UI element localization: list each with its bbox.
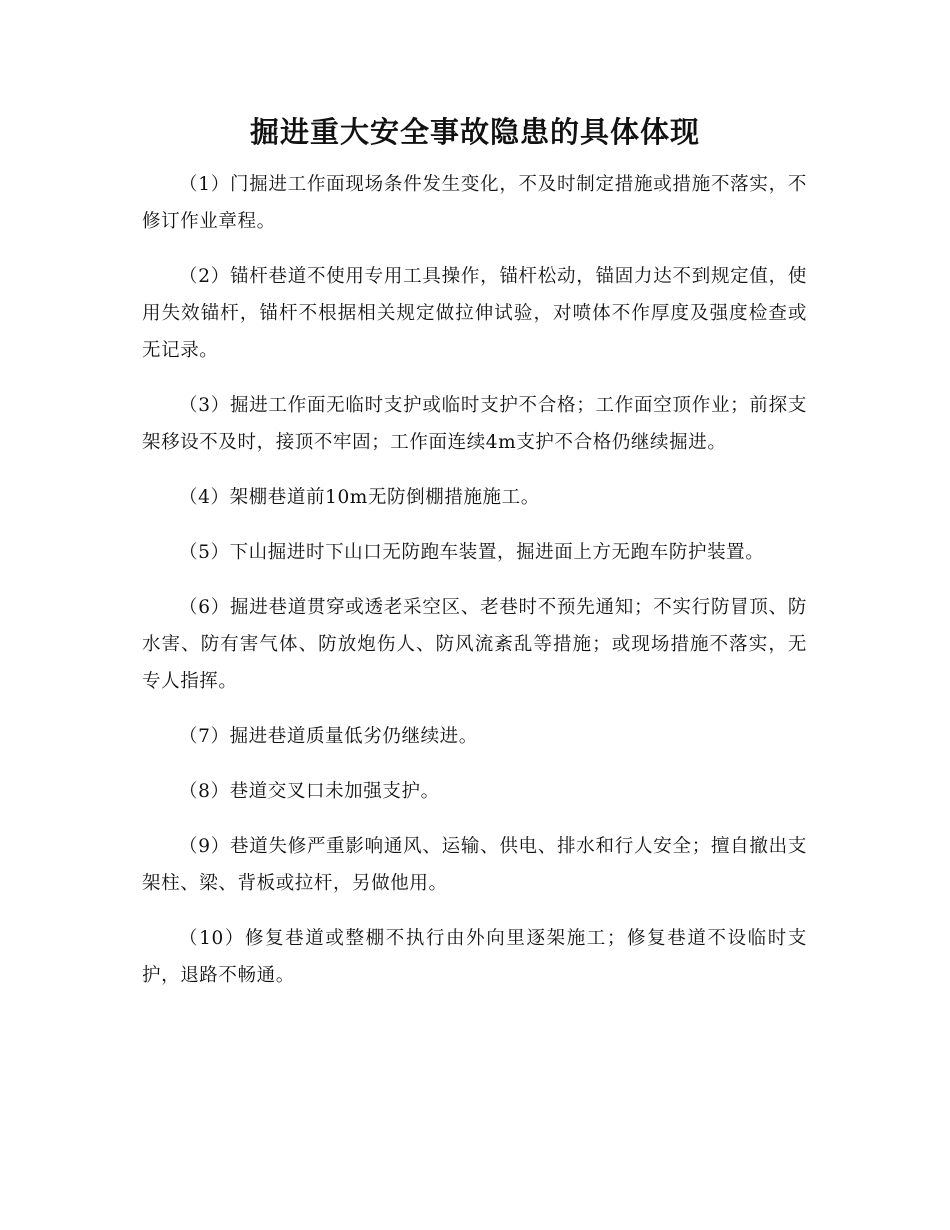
paragraph-5: （5）下山掘进时下山口无防跑车装置，掘进面上方无跑车防护装置。 — [179, 542, 765, 563]
paragraph-8: （8）巷道交叉口未加强支护。 — [179, 781, 440, 802]
paragraph-7: （7）掘进巷道质量低劣仍继续进。 — [179, 726, 478, 747]
paragraph-6: （6）掘进巷道贯穿或透老采空区、老巷时不预先通知；不实行防冒顶、防水害、防有害气体、防放炮伤人、防风流紊乱等措施；或现场措施不落实，无专人指挥。 — [142, 597, 807, 692]
paragraph-10: （10）修复巷道或整棚不执行由外向里逐架施工；修复巷道不设临时支护，退路不畅通。 — [142, 928, 807, 986]
paragraph-2: （2）锚杆巷道不使用专用工具操作，锚杆松动，锚固力达不到规定值，使用失效锚杆，锚杆不根据相关规定做拉伸试验，对喷体不作厚度及强度检查或无记录。 — [142, 266, 807, 361]
paragraph-3: （3）掘进工作面无临时支护或临时支护不合格；工作面空顶作业；前探支架移设不及时，接顶不牢固；工作面连续4m支护不合格仍继续掘进。 — [142, 395, 807, 453]
document-title: 掘进重大安全事故隐患的具体体现 — [249, 115, 700, 149]
paragraph-4: （4）架棚巷道前10m无防倒棚措施施工。 — [179, 487, 540, 508]
paragraph-9: （9）巷道失修严重影响通风、运输、供电、排水和行人安全；擅自撤出支架柱、梁、背板或拉杆，另做他用。 — [142, 836, 807, 894]
document-body — [142, 166, 807, 1012]
paragraph-1: （1）门掘进工作面现场条件发生变化，不及时制定措施或措施不落实，不修订作业章程。 — [142, 174, 807, 232]
